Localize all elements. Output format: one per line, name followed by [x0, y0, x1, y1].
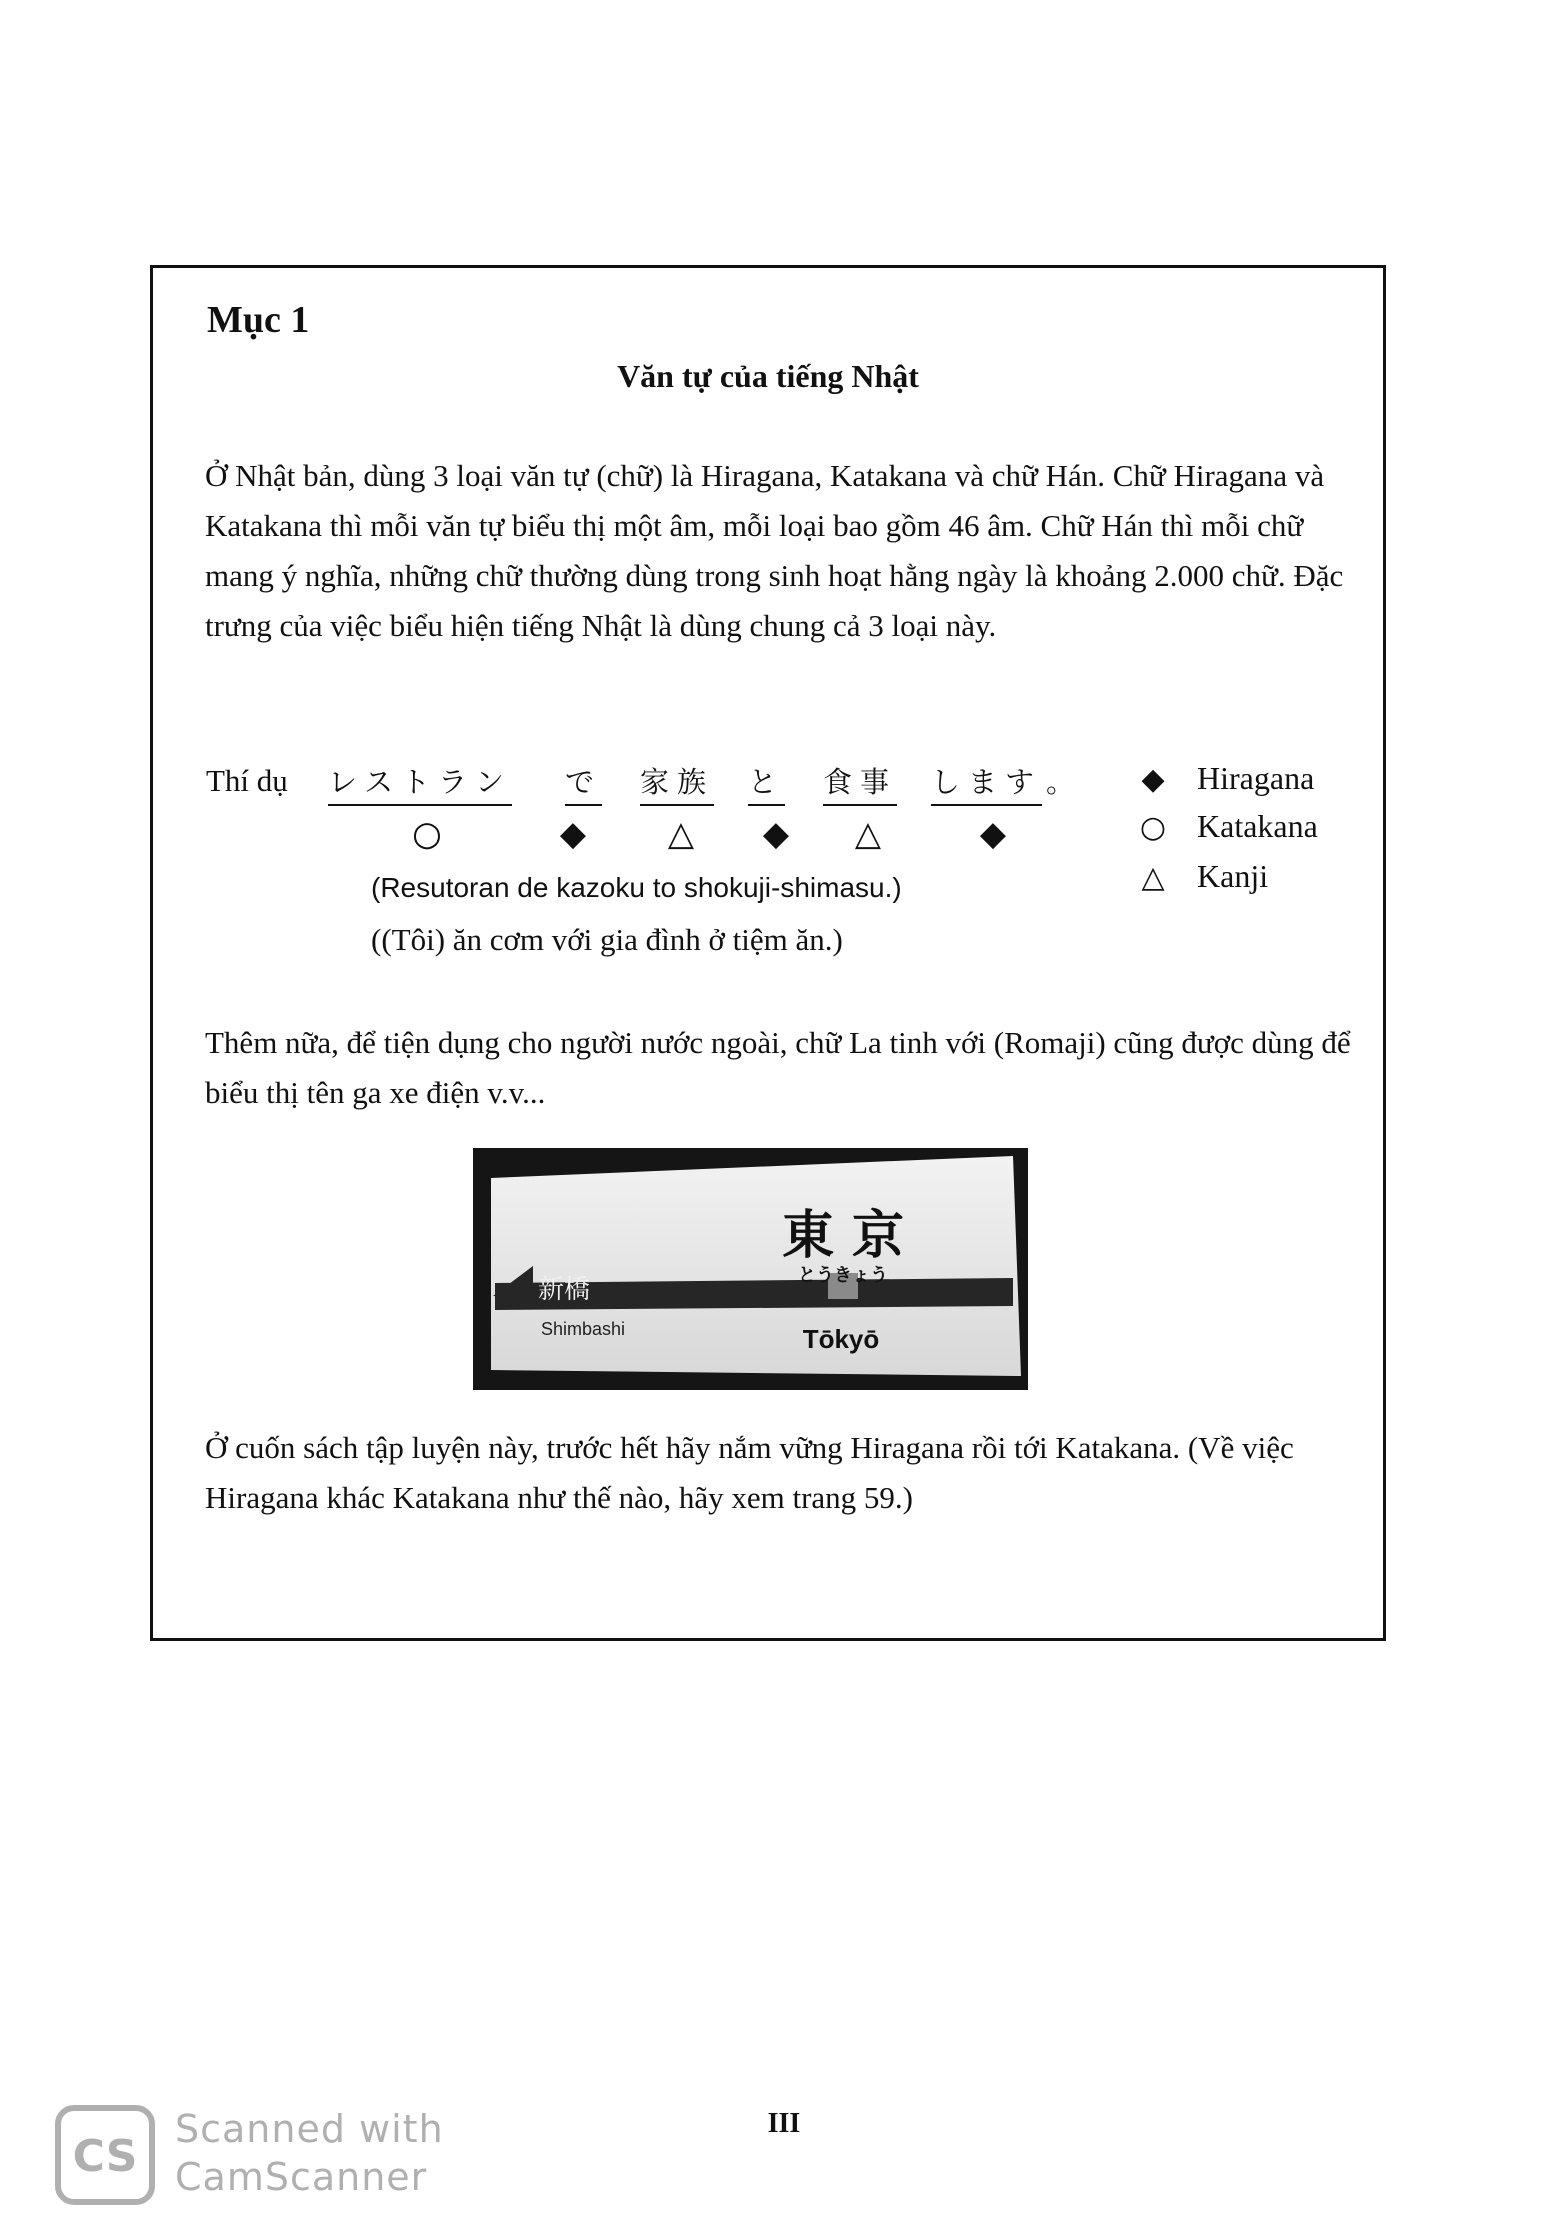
diamond-icon: ◆: [1141, 762, 1165, 797]
camscanner-logo: [55, 2105, 155, 2210]
example-label: Thí dụ: [206, 763, 288, 798]
example-word-shimasu: します: [931, 763, 1042, 806]
mark-katakana-icon: ○: [412, 814, 442, 854]
legend-hiragana: ◆ Hiragana: [1133, 758, 1314, 800]
example-word-resutoran: レストラン: [328, 763, 512, 806]
romaji-paragraph: Thêm nữa, để tiện dụng cho người nước ngoài, chữ La tinh với (Romaji) cũng được dùng để biểu thị tên ga xe điện v.v...: [205, 1025, 1351, 1110]
page-number: III: [767, 2108, 801, 2139]
example-romaji: (Resutoran de kazoku to shokuji-shimasu.): [371, 872, 902, 903]
example-translation: ((Tôi) ăn cơm với gia đình ở tiệm ăn.): [371, 922, 843, 957]
station-sign-photo: [473, 1148, 1028, 1390]
sign-prev-romaji: Shimbashi: [541, 1319, 626, 1339]
sign-prev-kanji: 新橋: [538, 1275, 591, 1305]
triangle-icon: △: [1141, 860, 1165, 895]
intro-paragraph: Ở Nhật bản, dùng 3 loại văn tự (chữ) là Hiragana, Katakana và chữ Hán. Chữ Hiragana và Katakana thì mỗi văn tự biểu thị một âm, mỗi loại bao gồm 46 âm. Chữ Hán thì mỗi chữ mang ý nghĩa, những chữ thường dùng trong sinh hoạt hằng ngày là khoảng 2.000 chữ. Đặc trưng của việc biểu hiện tiếng Nhật là dùng chung cả 3 loại này.: [205, 458, 1344, 643]
camscanner-text: Scanned with CamScanner: [175, 2107, 444, 2199]
sign-plate: [491, 1156, 1021, 1376]
mark-kanji-icon: △: [854, 814, 882, 854]
mark-hiragana-icon: ◆: [559, 814, 587, 854]
mark-kanji-icon: △: [667, 814, 695, 854]
example-word-shokuji: 食事: [823, 763, 897, 806]
station-sign-graphic: [473, 1148, 1028, 1390]
content-frame: [150, 265, 1386, 1641]
svg-text:CS: CS: [72, 2131, 138, 2182]
example-word-de: で: [565, 763, 602, 806]
mark-hiragana-icon: ◆: [979, 814, 1007, 854]
sign-main-kanji: 東 京: [781, 1206, 905, 1266]
example-word-kazoku: 家族: [640, 763, 714, 806]
example-word-to: と: [748, 763, 785, 806]
sign-main-romaji: Tōkyō: [802, 1324, 880, 1354]
closing-paragraph: Ở cuốn sách tập luyện này, trước hết hãy nắm vững Hiragana rồi tới Katakana. (Về việc Hiragana khác Katakana như thế nào, hãy xem trang 59.): [205, 1430, 1294, 1515]
mark-hiragana-icon: ◆: [762, 814, 790, 854]
legend-kanji: △ Kanji: [1133, 856, 1268, 898]
sign-main-kana: とうきょう: [798, 1265, 888, 1286]
circle-icon: ○: [1139, 810, 1167, 845]
section-title: Văn tự của tiếng Nhật: [617, 358, 919, 394]
example-period: 。: [1046, 765, 1076, 799]
legend-katakana: ○ Katakana: [1133, 806, 1318, 848]
section-label: Mục 1: [207, 299, 310, 341]
